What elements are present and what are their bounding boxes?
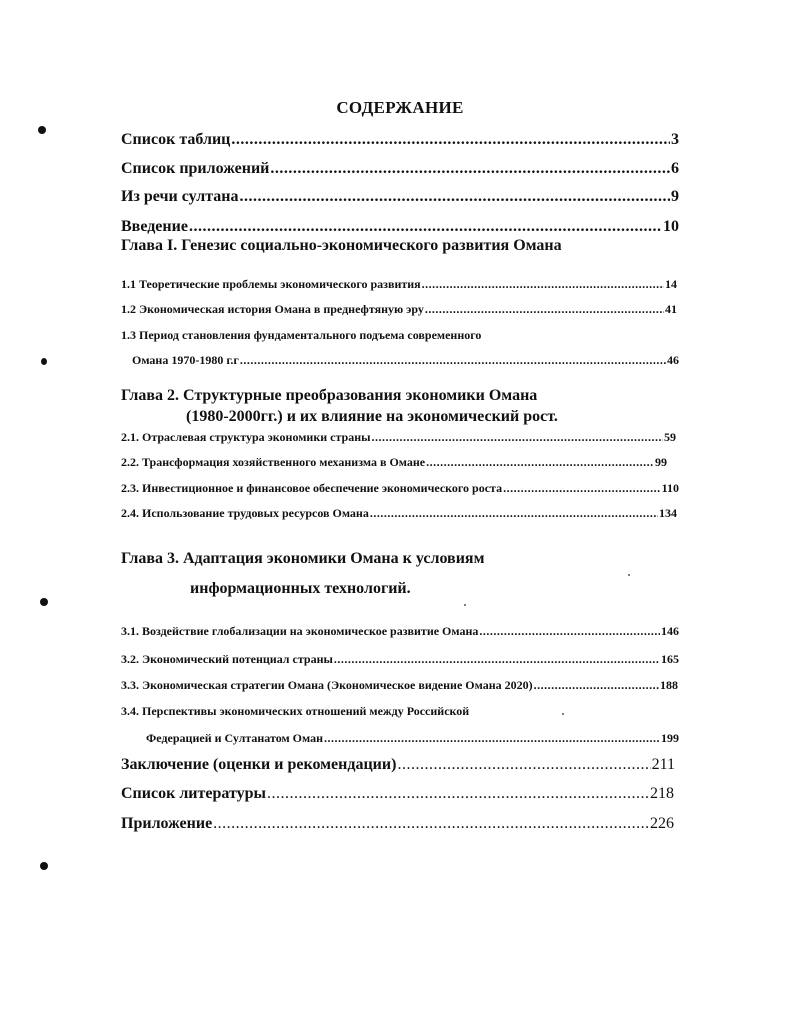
toc-section-label[interactable]: 3.4. Перспективы экономических отношений между Российской xyxy=(121,704,470,718)
toc-entry[interactable] xyxy=(121,815,674,833)
leader-dots xyxy=(371,430,663,445)
toc-section[interactable] xyxy=(121,624,679,639)
toc-entry-label: Заключение (оценки и рекомендации) xyxy=(121,756,397,773)
toc-section-page: 99 xyxy=(655,455,667,469)
toc-section-label: 3.1. Воздействие глобализации на экономическое развитие Омана xyxy=(121,624,479,638)
toc-section-label: 3.3. Экономическая стратегии Омана (Экономическое видение Омана 2020) xyxy=(121,678,533,692)
punch-hole-mark xyxy=(40,598,48,606)
toc-section[interactable] xyxy=(121,455,667,470)
toc-section[interactable] xyxy=(121,430,676,445)
toc-section-label-cont: Омана 1970-1980 г.г xyxy=(132,353,239,367)
leader-dots xyxy=(479,624,660,639)
toc-entry[interactable] xyxy=(121,785,674,803)
scan-speck xyxy=(628,574,630,576)
toc-entry-label: Введение xyxy=(121,218,188,235)
toc-section-label: 1.2 Экономическая история Омана в преднефтяную эру xyxy=(121,302,424,316)
toc-section-label-cont: Федерацией и Султанатом Оман xyxy=(146,731,323,745)
toc-section[interactable] xyxy=(121,506,677,521)
toc-section-page: 14 xyxy=(665,277,677,291)
toc-section-page: 110 xyxy=(661,481,679,495)
leader-dots xyxy=(425,302,664,317)
leader-dots xyxy=(267,785,649,803)
toc-section-label: 2.3. Инвестиционное и финансовое обеспечение экономического роста xyxy=(121,481,503,495)
toc-entry-page: 10 xyxy=(663,218,679,235)
toc-section[interactable] xyxy=(121,678,678,693)
punch-hole-mark xyxy=(40,862,48,870)
page-title: СОДЕРЖАНИЕ xyxy=(336,98,464,117)
chapter-2-heading[interactable]: Глава 2. Структурные преобразования экономики Омана xyxy=(121,387,538,404)
chapter-1-heading[interactable]: Глава I. Генезис социально-экономического развития Омана xyxy=(121,237,562,254)
toc-entry[interactable] xyxy=(121,218,679,236)
toc-entry-label: Список таблиц xyxy=(121,131,231,148)
chapter-3-heading-cont: информационных технологий. xyxy=(190,580,411,597)
toc-section-page: 41 xyxy=(665,302,677,316)
toc-entry[interactable] xyxy=(121,756,675,774)
toc-section-label: 3.2. Экономический потенциал страны xyxy=(121,652,333,666)
toc-section-page: 134 xyxy=(659,506,677,520)
toc-section-page: 146 xyxy=(661,624,679,638)
leader-dots xyxy=(426,455,654,470)
punch-hole-mark xyxy=(38,126,46,134)
toc-section-label: 1.1 Теоретические проблемы экономического развития xyxy=(121,277,421,291)
toc-section[interactable] xyxy=(121,277,677,292)
leader-dots xyxy=(240,353,666,368)
toc-entry[interactable] xyxy=(121,131,679,149)
toc-entry-label: Список литературы xyxy=(121,785,266,802)
toc-section-page: 199 xyxy=(661,731,679,745)
toc-entry-page: 3 xyxy=(671,131,679,148)
scan-speck xyxy=(464,604,466,606)
leader-dots xyxy=(370,506,658,521)
chapter-3-heading[interactable]: Глава 3. Адаптация экономики Омана к условиям xyxy=(121,550,485,567)
toc-section-page: 165 xyxy=(661,652,679,666)
punch-hole-mark xyxy=(41,358,47,365)
toc-section-label: 2.1. Отраслевая структура экономики страны xyxy=(121,430,371,444)
leader-dots xyxy=(239,188,670,206)
toc-section[interactable] xyxy=(132,353,679,368)
toc-section[interactable] xyxy=(121,652,679,667)
toc-entry-page: 226 xyxy=(650,815,674,832)
leader-dots xyxy=(422,277,664,292)
toc-entry[interactable] xyxy=(121,188,679,206)
leader-dots xyxy=(324,731,660,746)
toc-section-page: 46 xyxy=(667,353,679,367)
toc-entry-page: 218 xyxy=(650,785,674,802)
leader-dots xyxy=(213,815,649,833)
scan-speck xyxy=(562,713,564,715)
leader-dots xyxy=(334,652,660,667)
toc-section-page: 59 xyxy=(664,430,676,444)
leader-dots xyxy=(189,218,662,236)
toc-section-label: 2.2. Трансформация хозяйственного механизма в Омане xyxy=(121,455,426,469)
toc-section-label[interactable]: 1.3 Период становления фундаментального подъема современного xyxy=(121,328,482,342)
leader-dots xyxy=(503,481,661,496)
toc-entry-label: Приложение xyxy=(121,815,213,832)
toc-section-label: 2.4. Использование трудовых ресурсов Омана xyxy=(121,506,369,520)
leader-dots xyxy=(270,160,670,178)
toc-entry-label: Список приложений xyxy=(121,160,270,177)
chapter-2-heading-cont: (1980-2000гг.) и их влияние на экономический рост. xyxy=(186,408,558,425)
toc-section[interactable] xyxy=(146,731,679,746)
toc-entry-page: 6 xyxy=(671,160,679,177)
leader-dots xyxy=(397,756,650,774)
leader-dots xyxy=(231,131,670,149)
toc-entry-label: Из речи султана xyxy=(121,188,239,205)
toc-section-page: 188 xyxy=(660,678,678,692)
toc-entry-page: 9 xyxy=(671,188,679,205)
toc-section[interactable] xyxy=(121,481,679,496)
leader-dots xyxy=(534,678,659,693)
toc-section[interactable] xyxy=(121,302,677,317)
toc-entry-page: 211 xyxy=(651,756,675,773)
toc-entry[interactable] xyxy=(121,160,679,178)
